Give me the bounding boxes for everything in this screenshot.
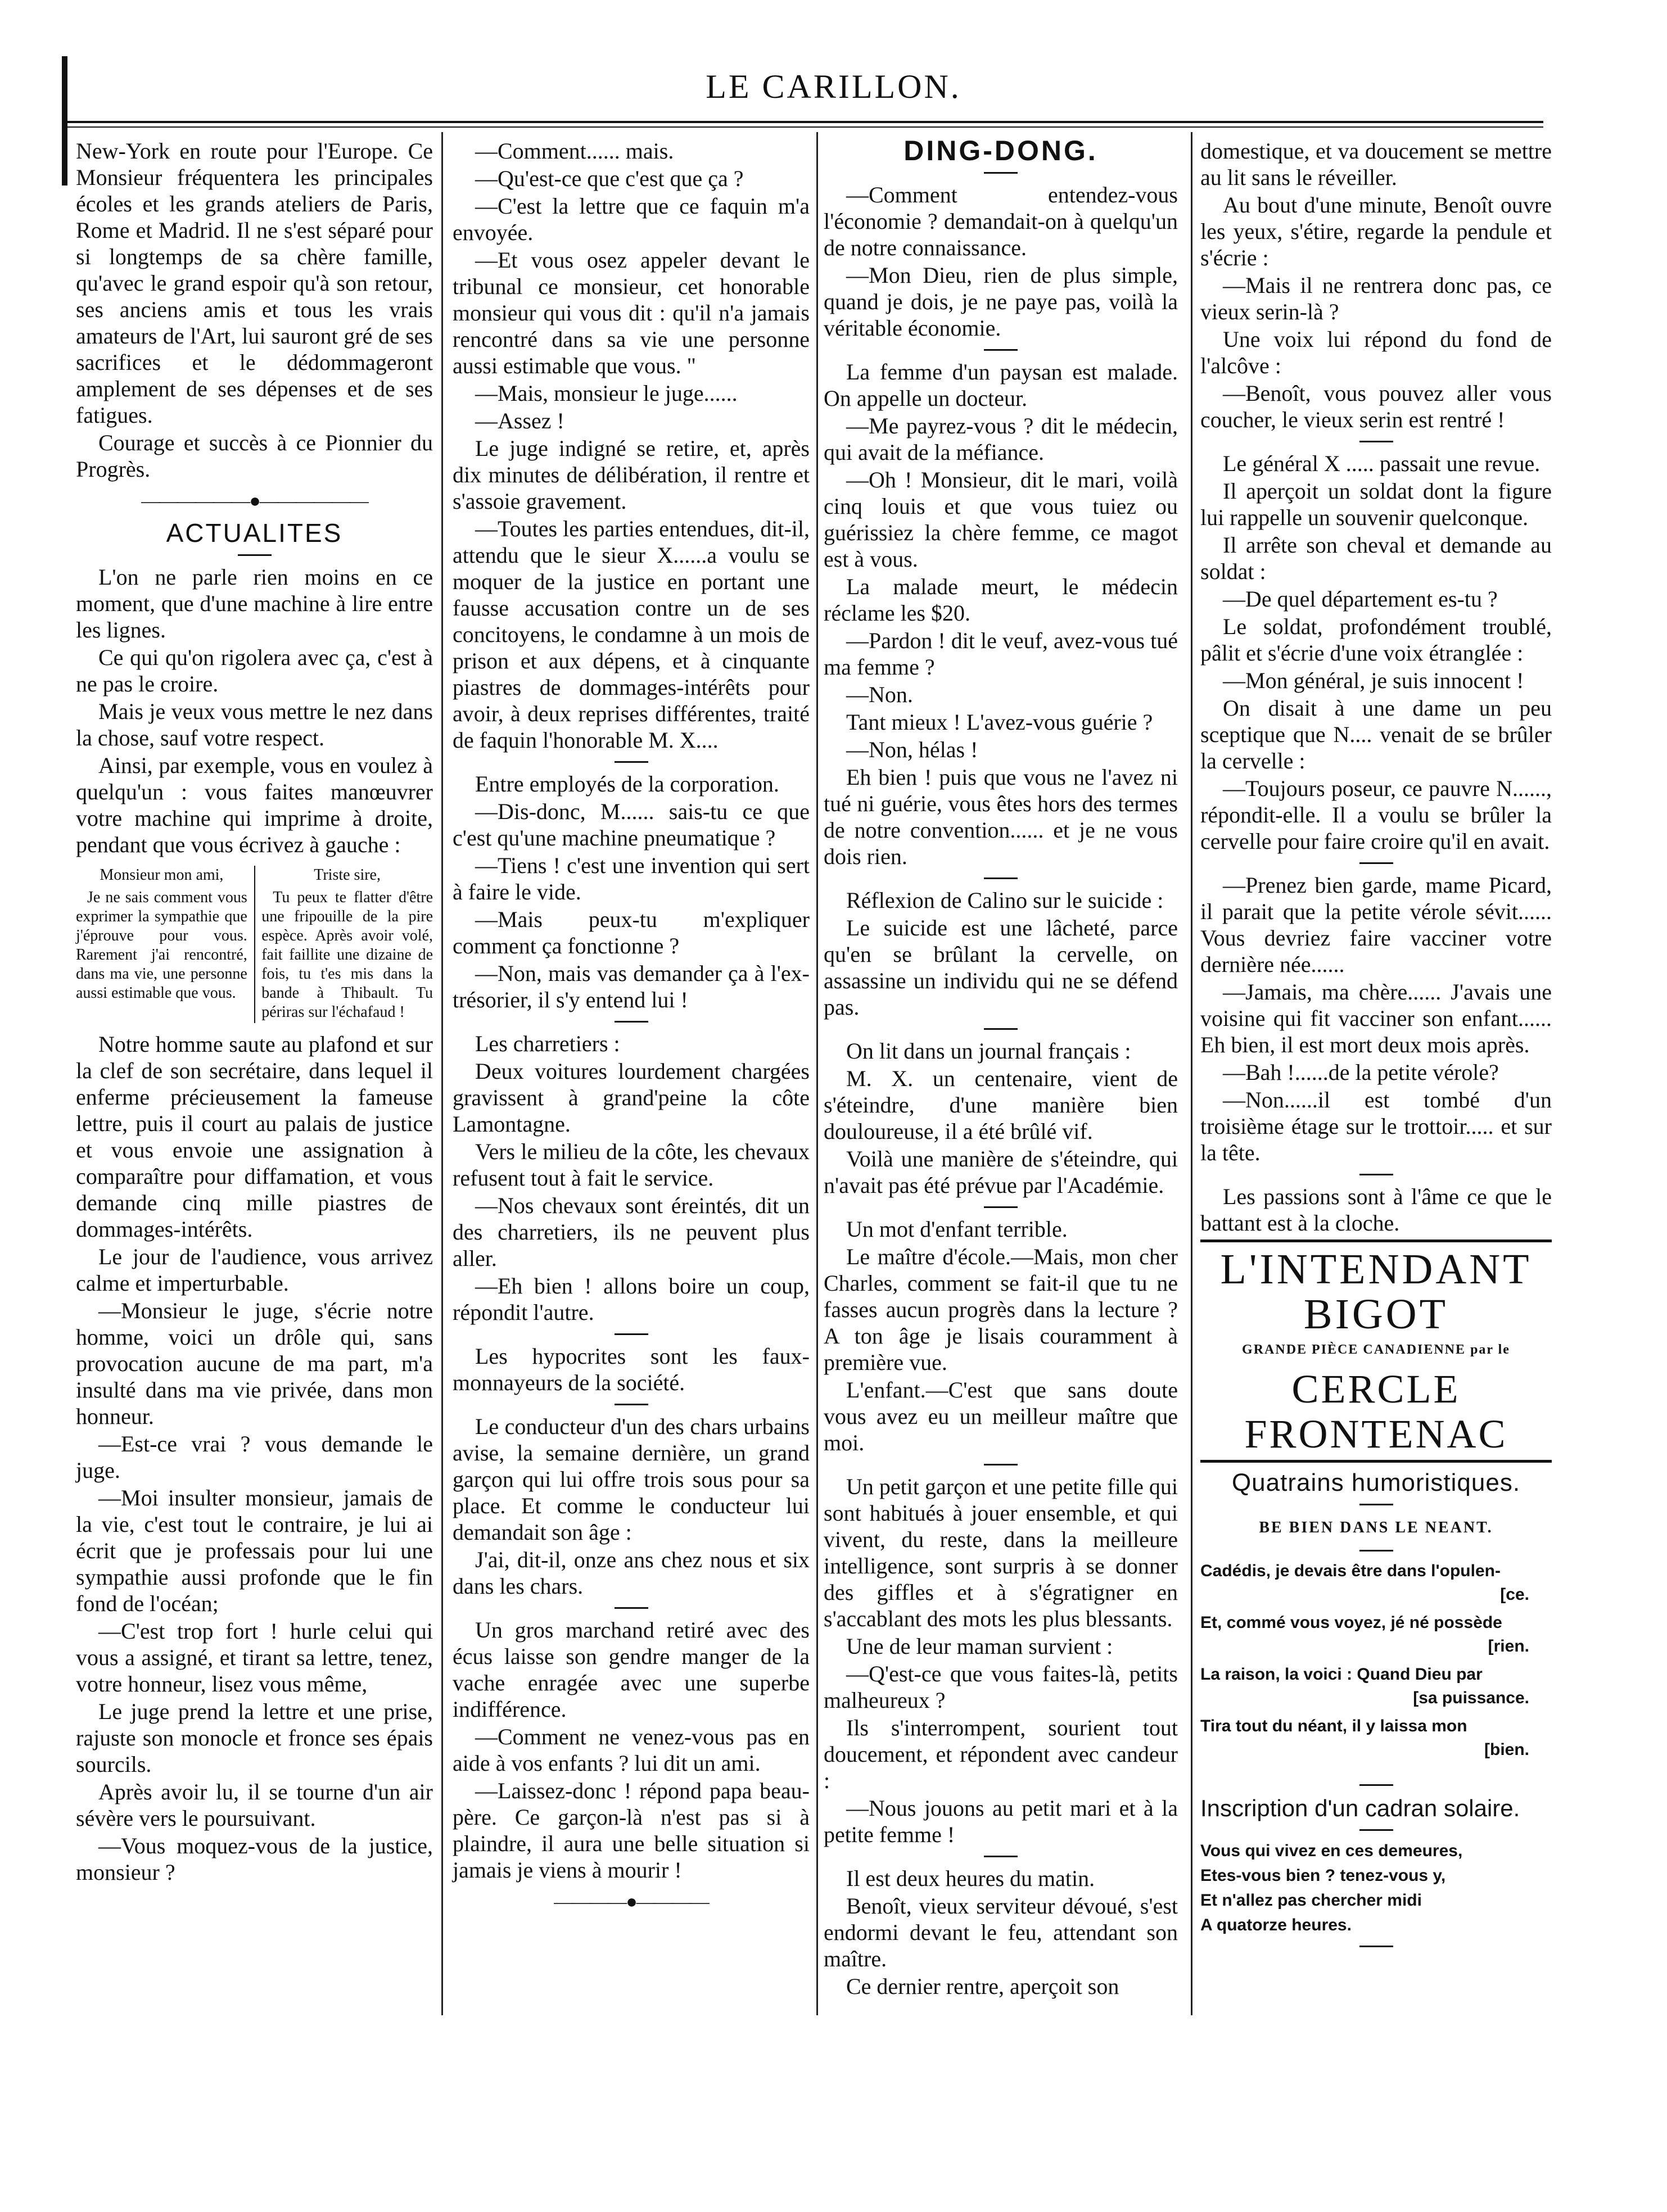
paragraph: Le juge indigné se retire, et, après dix minutes de délibération, il rentre et s'assoie gravement.: [453, 436, 810, 514]
separator: [615, 1333, 648, 1335]
letter-left-text: Je ne sais comment vous exprimer la sympathie que j'éprouve pour vous. Rarement j'ai rencontré, dans ma vie, une personne aussi estimable que vous.: [76, 889, 247, 1002]
paragraph: domestique, et va doucement se mettre au lit sans le réveiller.: [1200, 138, 1552, 190]
verse-wrap: [bien.: [1484, 1740, 1529, 1759]
separator: [984, 172, 1018, 174]
inscription-line: Vous qui vivez en ces demeures,: [1200, 1842, 1463, 1860]
separator: [615, 1404, 648, 1405]
paragraph: —Nos chevaux sont éreintés, dit un des charretiers, ils ne peuvent plus aller.: [453, 1193, 810, 1271]
paragraph: On lit dans un journal français :: [846, 1038, 1131, 1064]
paragraph: Ainsi, par exemple, vous en voulez à quelqu'un : vous faites manœuvrer votre machine qui imprime à droite, pendant que vous écrivez à gauche :: [76, 753, 433, 857]
quatrains-title: Quatrains humoristiques.: [1231, 1469, 1521, 1496]
paragraph: —Eh bien ! allons boire un coup, répondit l'autre.: [453, 1273, 810, 1325]
paragraph: Deux voitures lourdement chargées gravissent à grand'peine la côte Lamontagne.: [453, 1058, 810, 1137]
paragraph: —Et vous osez appeler devant le tribunal ce monsieur, cet honorable monsieur qui vous dit : qu'il n'a jamais rencontré dans sa vie une personne aussi estimable que vous. ": [453, 247, 810, 378]
play-subtitle: GRANDE PIÈCE CANADIENNE par le: [1242, 1342, 1510, 1357]
paragraph: —Dis-donc, M...... sais-tu ce que c'est qu'une machine pneumatique ?: [453, 799, 810, 851]
separator: [984, 349, 1018, 351]
paragraph: —Toujours poseur, ce pauvre N......, répondit-elle. Il a voulu se brûler la cervelle pour faire croire qu'il en avait.: [1200, 776, 1552, 854]
column-divider-1: [441, 132, 443, 2015]
paragraph: Le soldat, profondément troublé, pâlit et s'écrie d'une voix étranglée :: [1200, 614, 1552, 666]
paragraph: Les charretiers :: [475, 1031, 620, 1056]
paragraph: Benoît, vieux serviteur dévoué, s'est endormi devant le feu, attendant son maître.: [824, 1893, 1178, 1971]
verse-line: Et, commé vous voyez, jé né possède: [1200, 1613, 1502, 1632]
paragraph: —Jamais, ma chère...... J'avais une voisine qui fit vacciner son enfant...... Eh bien, il est mort deux mois après.: [1200, 979, 1552, 1057]
paragraph: M. X. un centenaire, vient de s'éteindre, d'une manière bien douloureuse, il a été brûlé vif.: [824, 1066, 1178, 1144]
inscription-line: Etes-vous bien ? tenez-vous y,: [1200, 1866, 1446, 1885]
separator: [1359, 862, 1393, 864]
paragraph: Une de leur maman survient :: [846, 1634, 1113, 1659]
paragraph: La femme d'un paysan est malade. On appelle un docteur.: [824, 359, 1178, 411]
paragraph: Vers le milieu de la côte, les chevaux refusent tout à fait le service.: [453, 1139, 810, 1191]
verse-line: Tira tout du néant, il y laissa mon: [1200, 1717, 1467, 1735]
header-rule-thin: [65, 126, 1543, 128]
paragraph: —Me payrez-vous ? dit le médecin, qui avait de la méfiance.: [824, 413, 1178, 465]
paragraph: New-York en route pour l'Europe. Ce Monsieur fréquentera les principales écoles et les grands ateliers de Paris, Rome et Madrid. Il ne s'est séparé pour si longtemps de sa chère famille, qu'avec le grand espoir qu'à son retour, ses anciens amis et tous les vrais amateurs de l'Art, lui sauront gré de ses sacrifices et le dédommageront amplement de ses dépenses et de ses fatigues.: [76, 138, 433, 428]
paragraph: Il aperçoit un soldat dont la figure lui rappelle un souvenir quelconque.: [1200, 478, 1552, 530]
column-3: [824, 135, 1178, 2001]
paragraph: Les hypocrites sont les faux-monnayeurs de la société.: [453, 1344, 810, 1395]
paragraph: Le jour de l'audience, vous arrivez calme et imperturbable.: [76, 1244, 433, 1296]
paragraph: —Assez !: [475, 408, 564, 433]
paragraph: Le conducteur d'un des chars urbains avise, la semaine dernière, un grand garçon qui lui offre trois sous pour sa place. Et comme le conducteur lui demandait son âge :: [453, 1414, 810, 1545]
separator: [984, 877, 1018, 879]
column-divider-3: [1191, 132, 1192, 2015]
header-rule: [65, 121, 1543, 123]
paragraph: —Mais, monsieur le juge......: [475, 381, 738, 406]
separator: [984, 1856, 1018, 1857]
paragraph: —De quel département es-tu ?: [1223, 586, 1498, 612]
paragraph: Au bout d'une minute, Benoît ouvre les yeux, s'étire, regarde la pendule et s'écrie :: [1200, 192, 1552, 270]
ornament-divider: ————●————: [554, 1892, 708, 1912]
paragraph: —Qu'est-ce que c'est que ça ?: [475, 166, 744, 191]
paragraph: Le maître d'école.—Mais, mon cher Charles, comment se fait-il que tu ne fasses aucun progrès dans la lecture ? A ton âge je lisais couramment à première vue.: [824, 1244, 1178, 1375]
paragraph: —Comment...... mais.: [475, 138, 674, 164]
section-rule: [1200, 1460, 1552, 1463]
paragraph: —Non.: [846, 682, 913, 707]
page-header: LE CARILLON.: [706, 68, 961, 105]
paragraph: J'ai, dit-il, onze ans chez nous et six dans les chars.: [453, 1547, 810, 1599]
letter-left: [76, 866, 247, 1023]
paragraph: Ce qui qu'on rigolera avec ça, c'est à ne pas le croire.: [76, 645, 433, 696]
paragraph: Notre homme saute au plafond et sur la clef de son secrétaire, dans lequel il enferme précieusement la fameuse lettre, puis il court au palais de justice et vous envoie une assignation à comparaître pour diffamation, et vous demande cinq mille piastres de dommages-intérêts.: [76, 1032, 433, 1242]
verse-wrap: [ce.: [1500, 1585, 1529, 1604]
paragraph: Eh bien ! puis que vous ne l'avez ni tué ni guérie, vous êtes hors des termes de notre convention...... et je ne vous dois rien.: [824, 765, 1178, 869]
paragraph: —Prenez bien garde, mame Picard, il parait que la petite vérole sévit...... Vous devriez faire vacciner votre dernière née......: [1200, 872, 1552, 977]
letter-divider: [254, 866, 255, 1023]
paragraph: Voilà une manière de s'éteindre, qui n'avait pas été prévue par l'Académie.: [824, 1146, 1178, 1198]
paragraph: Il arrête son cheval et demande au soldat :: [1200, 532, 1552, 584]
verse-wrap: [rien.: [1488, 1637, 1529, 1655]
letter-left-header: Monsieur mon ami,: [100, 866, 224, 884]
paragraph: Une voix lui répond du fond de l'alcôve :: [1200, 327, 1552, 378]
separator: [984, 1028, 1018, 1030]
paragraph: —Mon général, je suis innocent !: [1223, 668, 1524, 693]
paragraph: La malade meurt, le médecin réclame les $20.: [824, 574, 1178, 626]
paragraph: Entre employés de la corporation.: [475, 771, 779, 797]
separator: [984, 1464, 1018, 1465]
paragraph: —Benoît, vous pouvez aller vous coucher, le vieux serin est rentré !: [1200, 381, 1552, 432]
paragraph: Après avoir lu, il se tourne d'un air sévère vers le poursuivant.: [76, 1779, 433, 1831]
verse-wrap: [sa puissance.: [1413, 1689, 1529, 1707]
cercle-frontenac-title: CERCLE FRONTENAC: [1244, 1367, 1508, 1456]
paragraph: —Laissez-donc ! répond papa beau-père. Ce garçon-là n'est pas si à plaindre, il aura une belle situation si jamais je viens à mourir !: [453, 1778, 810, 1883]
paragraph: Ils s'interrompent, sourient tout doucement, et répondent avec candeur :: [824, 1715, 1178, 1793]
inscription-line: Et n'allez pas chercher midi: [1200, 1891, 1422, 1910]
paragraph: L'on ne parle rien moins en ce moment, que d'une machine à lire entre les lignes.: [76, 564, 433, 643]
paragraph: Les passions sont à l'âme ce que le battant est à la cloche.: [1200, 1184, 1552, 1236]
letter-right-header: Triste sire,: [314, 866, 381, 884]
paragraph: —Non, mais vas demander ça à l'ex-trésorier, il s'y entend lui !: [453, 961, 810, 1012]
paragraph: L'enfant.—C'est que sans doute vous avez eu un meilleur maître que moi.: [824, 1377, 1178, 1455]
inscription-line: A quatorze heures.: [1200, 1916, 1352, 1934]
separator: [615, 1021, 648, 1023]
paragraph: Réflexion de Calino sur le suicide :: [846, 888, 1164, 913]
section-title-ding-dong: DING-DONG.: [903, 135, 1098, 166]
paragraph: Mais je veux vous mettre le nez dans la chose, sauf votre respect.: [76, 699, 433, 750]
two-column-letter: [76, 866, 433, 1023]
quatrains-subtitle: BE BIEN DANS LE NEANT.: [1259, 1519, 1493, 1536]
paragraph: —Mon Dieu, rien de plus simple, quand je dois, je ne paye pas, voilà la véritable économie.: [824, 263, 1178, 341]
paragraph: —Bah !......de la petite vérole?: [1223, 1060, 1499, 1085]
paragraph: Ce dernier rentre, aperçoit son: [846, 1974, 1119, 1999]
paragraph: Un mot d'enfant terrible.: [846, 1216, 1068, 1242]
paragraph: Un petit garçon et une petite fille qui sont habitués à jouer ensemble, et qui vivent, du reste, dans la meilleure intelligence, sont surpris à se donner des giffles et à s'égratigner en s'accablant des mots les plus blessants.: [824, 1474, 1178, 1631]
separator: [1359, 1829, 1393, 1831]
paragraph: —Pardon ! dit le veuf, avez-vous tué ma femme ?: [824, 628, 1178, 680]
separator: [1359, 1504, 1393, 1505]
column-divider-2: [816, 132, 818, 2015]
inscription-title: Inscription d'un cadran solaire.: [1200, 1795, 1520, 1821]
separator: [1359, 1550, 1393, 1551]
paragraph: Courage et succès à ce Pionnier du Progrès.: [76, 430, 433, 482]
separator: [615, 1607, 648, 1609]
paragraph: —Mais il ne rentrera donc pas, ce vieux serin-là ?: [1200, 273, 1552, 324]
paragraph: —C'est trop fort ! hurle celui qui vous a assigné, et tirant sa lettre, tenez, votre honneur, lisez vous même,: [76, 1618, 433, 1697]
paragraph: —Vous moquez-vous de la justice, monsieur ?: [76, 1833, 433, 1885]
separator: [238, 554, 272, 556]
paragraph: —Non, hélas !: [846, 737, 978, 762]
separator: [615, 761, 648, 763]
separator: [1359, 1174, 1393, 1175]
paragraph: —Nous jouons au petit mari et à la petite femme !: [824, 1795, 1178, 1847]
separator: [1359, 441, 1393, 442]
paragraph: Un gros marchand retiré avec des écus laisse son gendre manger de la vache enragée avec une superbe indifférence.: [453, 1617, 810, 1722]
letter-right: [261, 866, 433, 1023]
column-2: [453, 138, 810, 1921]
separator: [984, 1206, 1018, 1208]
letter-right-text: Tu peux te flatter d'être une fripouille de la pire espèce. Après avoir volé, fait faillite une dizaine de fois, tu t'es mis dans la bande à Thibault. Tu périras sur l'échafaud !: [261, 889, 433, 1021]
paragraph: —Toutes les parties entendues, dit-il, attendu que le sieur X......a voulu se moquer de la justice en portant une fausse accusation contre un de ses concitoyens, le condamne à un mois de prison et aux dépens, et à cinquante piastres de dommages-intérêts pour avoir, à deux reprises différentes, traité de faquin l'honorable M. X....: [453, 516, 810, 753]
paragraph: —Non......il est tombé d'un troisième étage sur le trottoir..... et sur la tête.: [1200, 1087, 1552, 1165]
section-title-actualites: ACTUALITES: [166, 518, 343, 548]
paragraph: Le suicide est une lâcheté, parce qu'en se brûlant la cervelle, on assassine un individu qui ne se défend pas.: [824, 915, 1178, 1020]
section-rule: [1200, 1240, 1552, 1242]
paragraph: —Comment entendez-vous l'économie ? demandait-on à quelqu'un de notre connaissance.: [824, 182, 1178, 260]
paragraph: —Moi insulter monsieur, jamais de la vie, c'est tout le contraire, je lui ai écrit que je professais pour lui une sympathie aussi profonde que le fin fond de l'océan;: [76, 1485, 433, 1616]
paragraph: —Est-ce vrai ? vous demande le juge.: [76, 1431, 433, 1483]
verse-line: La raison, la voici : Quand Dieu par: [1200, 1665, 1483, 1684]
paragraph: —Q'est-ce que vous faites-là, petits malheureux ?: [824, 1661, 1178, 1713]
column-4: [1200, 138, 1552, 1955]
paragraph: —C'est la lettre que ce faquin m'a envoyée.: [453, 193, 810, 245]
paragraph: Le général X ..... passait une revue.: [1223, 451, 1540, 476]
separator: [1359, 1946, 1393, 1947]
play-title: L'INTENDANT BIGOT: [1220, 1246, 1532, 1338]
column-1: [76, 138, 433, 1887]
quatrain-verses: [1200, 1559, 1552, 1762]
paragraph: —Oh ! Monsieur, dit le mari, voilà cinq louis et que vous tuiez ou guérissiez la chère femme, ce magot est à vous.: [824, 467, 1178, 572]
paragraph: Le juge prend la lettre et une prise, rajuste son monocle et fronce ses épais sourcils.: [76, 1699, 433, 1777]
separator: [1359, 1784, 1393, 1786]
verse-line: Cadédis, je devais être dans l'opulen-: [1200, 1562, 1501, 1580]
paragraph: —Mais peux-tu m'expliquer comment ça fonctionne ?: [453, 907, 810, 958]
paragraph: —Monsieur le juge, s'écrie notre homme, voici un drôle qui, sans provocation aucune de ma part, m'a insulté dans ma vie privée, dans mon honneur.: [76, 1298, 433, 1429]
paragraph: Il est deux heures du matin.: [846, 1866, 1095, 1891]
paragraph: —Tiens ! c'est une invention qui sert à faire le vide.: [453, 853, 810, 904]
paragraph: Tant mieux ! L'avez-vous guérie ?: [846, 709, 1153, 735]
ornament-divider: ——————●——————: [141, 491, 368, 512]
paragraph: —Comment ne venez-vous pas en aide à vos enfants ? lui dit un ami.: [453, 1724, 810, 1776]
paragraph: On disait à une dame un peu sceptique que N.... venait de se brûler la cervelle :: [1200, 695, 1552, 773]
